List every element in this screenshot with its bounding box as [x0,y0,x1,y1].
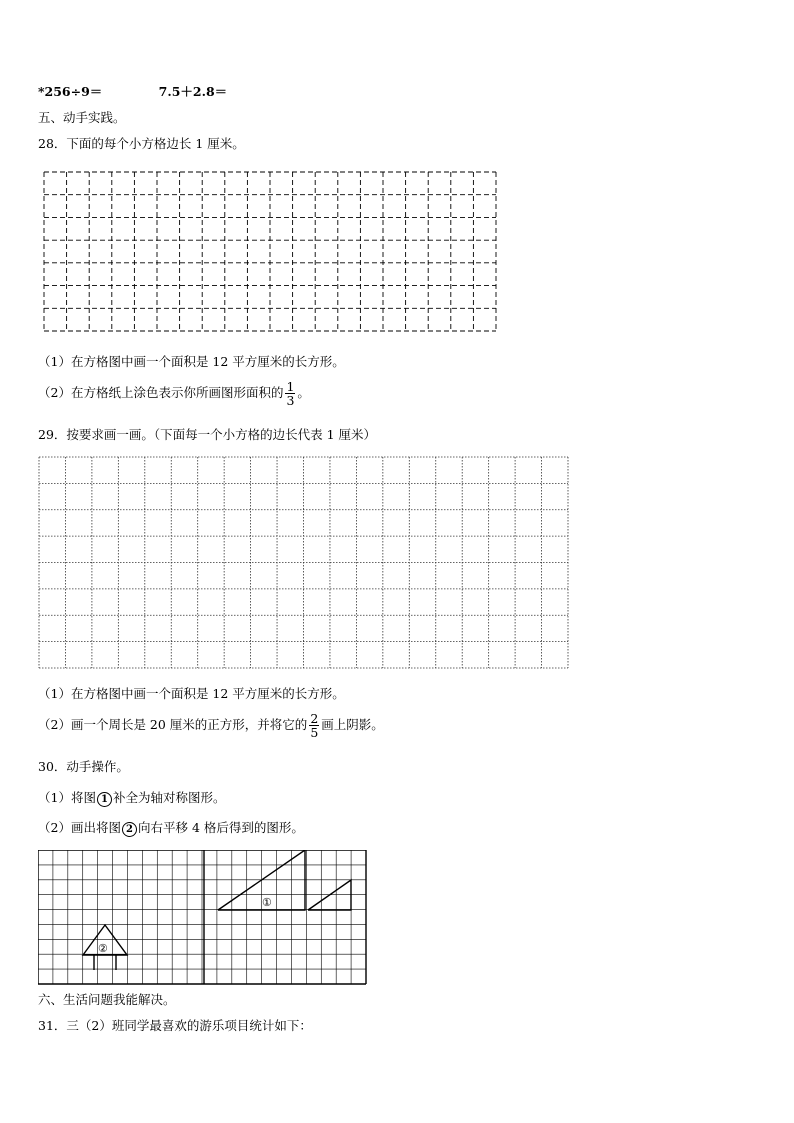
q29-fraction-den: 5 [310,725,319,740]
q29-title: 29．按要求画一画。（下面每一个小方格的边长代表 1 厘米） [38,427,377,442]
figure2-label: ② [98,942,108,955]
figure1-mark: 1 [97,792,112,807]
q29-sub2-pre: （2）画一个周长是 20 厘米的正方形，并将它的 [38,717,308,732]
q28-dashed-grid[interactable] [43,171,498,333]
q29-sub1: （1）在方格图中画一个面积是 12 平方厘米的长方形。 [38,686,345,701]
q28-fraction-den: 3 [286,393,295,408]
q29-sub2-post: 画上阴影。 [321,717,384,732]
q29-fraction-num: 2 [310,711,319,726]
q28-fraction [285,380,295,407]
q28-fraction-num: 1 [286,379,295,394]
q27-expr1: *256÷9＝ [38,84,103,99]
q28-sub1: （1）在方格图中画一个面积是 12 平方厘米的长方形。 [38,354,345,369]
q28-sub2-post: 。 [297,385,310,400]
q30-sub2 [38,819,304,837]
q30-solid-grid[interactable] [38,850,370,988]
q27-expr2: 7.5＋2.8＝ [158,84,228,99]
section6-heading: 六、生活问题我能解决。 [38,992,176,1007]
q29-dotted-grid[interactable] [38,456,570,669]
q28-title: 28．下面的每个小方格边长 1 厘米。 [38,136,245,151]
figure1-partial-shape [308,880,351,910]
figure1-label: ① [262,896,272,909]
figure2-mark: 2 [122,822,137,837]
q28-sub2 [38,380,310,407]
q30-title: 30．动手操作。 [38,759,129,774]
q30-sub2-post: 向右平移 4 格后得到的图形。 [137,820,304,835]
q30-sub1 [38,789,225,807]
q27-expressions [38,83,227,101]
q30-sub1-pre: （1）将图 [38,790,96,805]
q28-sub2-pre: （2）在方格纸上涂色表示你所画图形面积的 [38,385,284,400]
section5-heading: 五、动手实践。 [38,110,126,125]
q29-fraction [309,712,319,739]
q29-sub2 [38,712,384,739]
q31-title: 31．三（2）班同学最喜欢的游乐项目统计如下： [38,1018,312,1033]
q30-sub2-pre: （2）画出将图 [38,820,121,835]
q30-sub1-post: 补全为轴对称图形。 [112,790,226,805]
